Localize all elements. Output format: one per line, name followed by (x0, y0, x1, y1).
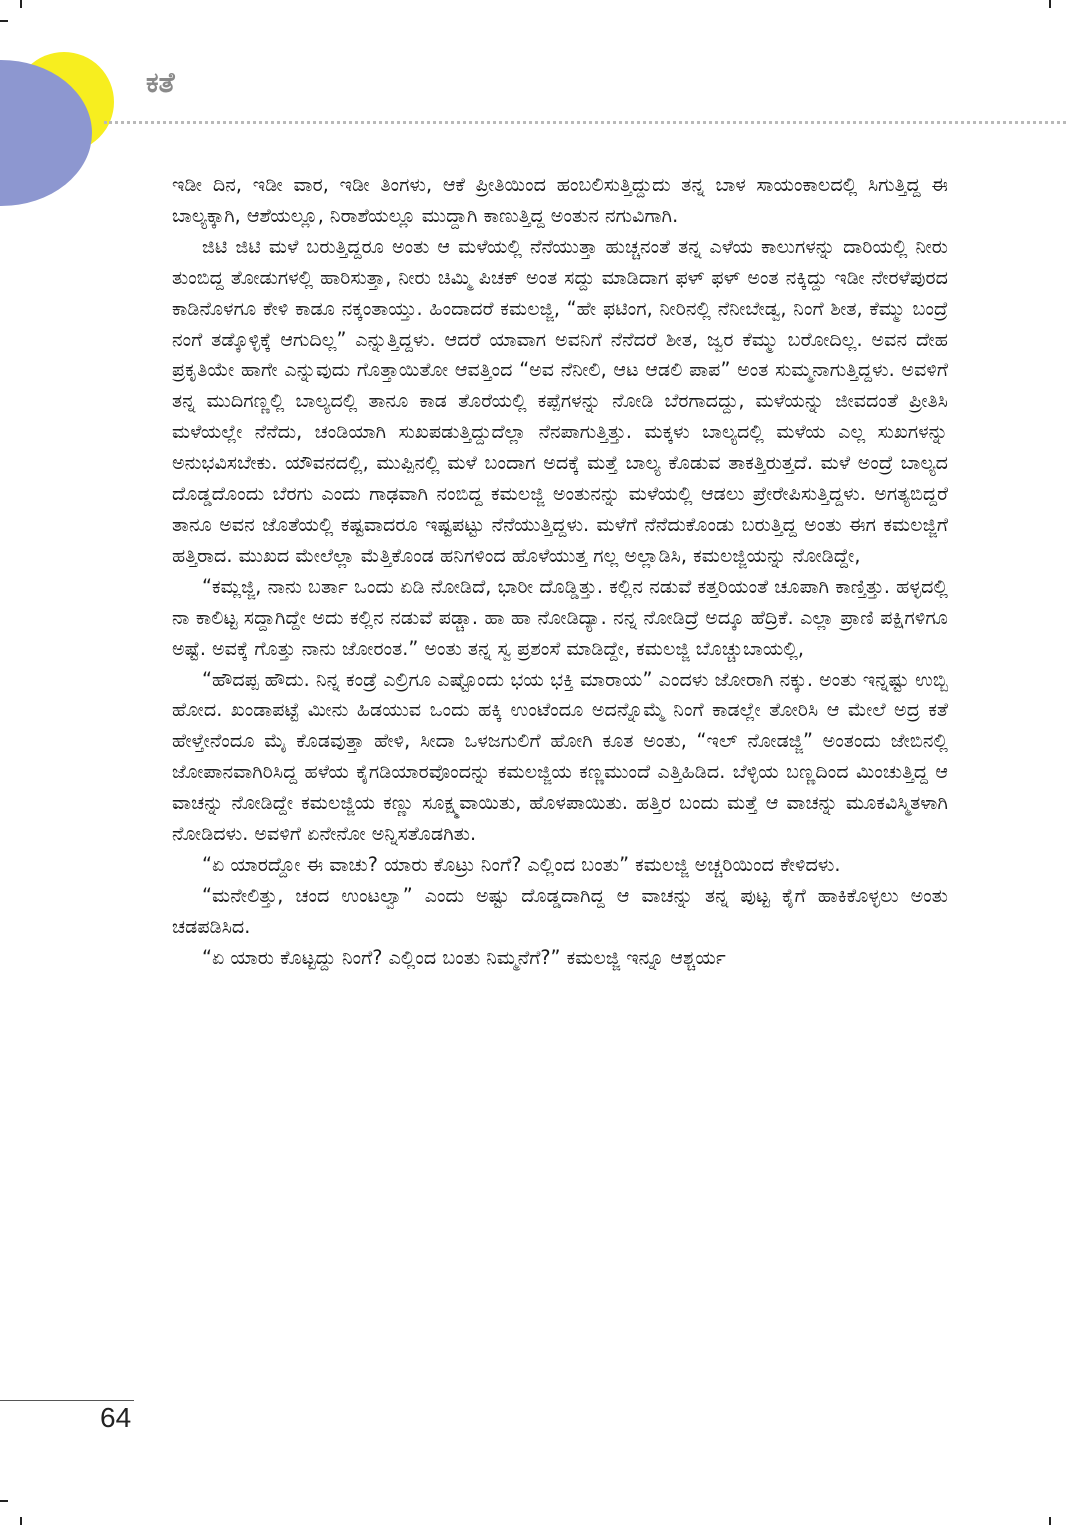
crop-mark-top-right (1049, 0, 1051, 8)
crop-mark-bottom-left (20, 1517, 22, 1525)
crop-mark-left-top (0, 20, 8, 22)
paragraph: ಜಿಟಿ ಜಿಟಿ ಮಳೆ ಬರುತ್ತಿದ್ದರೂ ಅಂತು ಆ ಮಳೆಯಲ್ಲಿ ನೆನೆಯುತ್ತಾ ಹುಚ್ಚನಂತೆ ತನ್ನ ಎಳೆಯ ಕಾಲುಗಳನ್ನು ದಾರಿಯಲ್ಲಿ ನೀರು ತುಂಬಿದ್ದ ತೋಡುಗಳಲ್ಲಿ ಹಾರಿಸುತ್ತಾ, ನೀರು ಚಿಮ್ಮಿ ಪಿಚಕ್ ಅಂತ ಸದ್ದು ಮಾಡಿದಾಗ ಫಳ್ ಫಳ್ ಅಂತ ನಕ್ಕಿದ್ದು ಇಡೀ ನೇರಳೆಪುರದ ಕಾಡಿನೊಳಗೂ ಕೇಳಿ ಕಾಡೂ ನಕ್ಕಂತಾಯ್ತು. ಹಿಂದಾದರೆ ಕಮಲಜ್ಜಿ, “ಹೇ ಫಟಿಂಗ, ನೀರಿನಲ್ಲಿ ನೆನೀಬೇಡ್ವ, ನಿಂಗೆ ಶೀತ, ಕೆಮ್ಮು ಬಂದ್ರೆ ನಂಗೆ ತಡ್ಕೊಳ್ಳಿಕ್ಕೆ ಆಗುದಿಲ್ಲ” ಎನ್ನುತ್ತಿದ್ದಳು. ಆದರೆ ಯಾವಾಗ ಅವನಿಗೆ ನೆನೆದರೆ ಶೀತ, ಜ್ವರ ಕೆಮ್ಮು ಬರೋದಿಲ್ಲ. ಅವನ ದೇಹ ಪ್ರಕೃತಿಯೇ ಹಾಗೇ ಎನ್ನುವುದು ಗೊತ್ತಾಯಿತೋ ಆವತ್ತಿಂದ “ಅವ ನೆನೀಲಿ, ಆಟ ಆಡಲಿ ಪಾಪ” ಅಂತ ಸುಮ್ಮನಾಗುತ್ತಿದ್ದಳು. ಅವಳಿಗೆ ತನ್ನ ಮುದಿಗಣ್ಣಲ್ಲಿ ಬಾಲ್ಯದಲ್ಲಿ ತಾನೂ ಕಾಡ ತೊರೆಯಲ್ಲಿ ಕಪ್ಪೆಗಳನ್ನು ನೋಡಿ ಬೆರಗಾದದ್ದು, ಮಳೆಯನ್ನು ಜೀವದಂತೆ ಪ್ರೀತಿಸಿ ಮಳೆಯಲ್ಲೇ ನೆನೆದು, ಚಂಡಿಯಾಗಿ ಸುಖಪಡುತ್ತಿದ್ದುದೆಲ್ಲಾ ನೆನಪಾಗುತ್ತಿತ್ತು. ಮಕ್ಕಳು ಬಾಲ್ಯದಲ್ಲಿ ಮಳೆಯ ಎಲ್ಲ ಸುಖಗಳನ್ನು ಅನುಭವಿಸಬೇಕು. ಯೌವನದಲ್ಲಿ, ಮುಪ್ಪಿನಲ್ಲಿ ಮಳೆ ಬಂದಾಗ ಅದಕ್ಕೆ ಮತ್ತೆ ಬಾಲ್ಯ ಕೊಡುವ ತಾಕತ್ತಿರುತ್ತದೆ. ಮಳೆ ಅಂದ್ರೆ ಬಾಲ್ಯದ ದೊಡ್ಡದೊಂದು ಬೆರಗು ಎಂದು ಗಾಢವಾಗಿ ನಂಬಿದ್ದ ಕಮಲಜ್ಜಿ ಅಂತುನನ್ನು ಮಳೆಯಲ್ಲಿ ಆಡಲು ಪ್ರೇರೇಪಿಸುತ್ತಿದ್ದಳು. ಅಗತ್ಯಬಿದ್ದರೆ ತಾನೂ ಅವನ ಜೊತೆಯಲ್ಲಿ ಕಷ್ಟವಾದರೂ ಇಷ್ಟಪಟ್ಟು ನೆನೆಯುತ್ತಿದ್ದಳು. ಮಳೆಗೆ ನೆನೆದುಕೊಂಡು ಬರುತ್ತಿದ್ದ ಅಂತು ಈಗ ಕಮಲಜ್ಜಿಗೆ ಹತ್ತಿರಾದ. ಮುಖದ ಮೇಲೆಲ್ಲಾ ಮೆತ್ತಿಕೊಂಡ ಹನಿಗಳಿಂದ ಹೊಳೆಯುತ್ತ ಗಲ್ಲ ಅಲ್ಲಾಡಿಸಿ, ಕಮಲಜ್ಜಿಯನ್ನು ನೋಡಿದ್ದೇ, (172, 234, 948, 567)
section-title: ಕತೆ (146, 66, 175, 99)
crop-mark-bottom-right (1049, 1517, 1051, 1525)
paragraph: ಇಡೀ ದಿನ, ಇಡೀ ವಾರ, ಇಡೀ ತಿಂಗಳು, ಆಕೆ ಪ್ರೀತಿಯಿಂದ ಹಂಬಲಿಸುತ್ತಿದ್ದುದು ತನ್ನ ಬಾಳ ಸಾಯಂಕಾಲದಲ್ಲಿ ಸಿಗುತ್ತಿದ್ದ ಈ ಬಾಲ್ಯಕ್ಕಾಗಿ, ಆಶೆಯಲ್ಲೂ, ನಿರಾಶೆಯಲ್ಲೂ ಮುದ್ದಾಗಿ ಕಾಣುತ್ತಿದ್ದ ಅಂತುನ ನಗುವಿಗಾಗಿ. (172, 173, 948, 227)
paragraph: “ಮನೇಲಿತ್ತು, ಚಂದ ಉಂಟಲ್ವಾ” ಎಂದು ಅಷ್ಟು ದೊಡ್ಡದಾಗಿದ್ದ ಆ ವಾಚನ್ನು ತನ್ನ ಪುಟ್ಟ ಕೈಗೆ ಹಾಕಿಕೊಳ್ಳಲು ಅಂತು ಚಡಪಡಿಸಿದ. (172, 883, 948, 938)
header-dotted-divider (104, 121, 1066, 124)
footer-divider (0, 1400, 134, 1401)
crop-mark-top-left (20, 0, 22, 8)
paragraph: “ಏ ಯಾರು ಕೊಟ್ಟದ್ದು ನಿಂಗೆ? ಎಲ್ಲಿಂದ ಬಂತು ನಿಮ್ಮನೆಗೆ?” ಕಮಲಜ್ಜಿ ಇನ್ನೂ ಆಶ್ಚರ್ಯ (202, 945, 726, 969)
paragraph: “ಏ ಯಾರದ್ದೋ ಈ ವಾಚು? ಯಾರು ಕೊಟ್ರು ನಿಂಗೆ? ಎಲ್ಲಿಂದ ಬಂತು” ಕಮಲಜ್ಜಿ ಅಚ್ಚರಿಯಿಂದ ಕೇಳಿದಳು. (202, 852, 841, 876)
page-number: 64 (100, 1402, 132, 1433)
paragraph: “ಹೌದಪ್ಪ ಹೌದು. ನಿನ್ನ ಕಂಡ್ರೆ ಎಲ್ರಿಗೂ ಎಷ್ಟೊಂದು ಭಯ ಭಕ್ತಿ ಮಾರಾಯ” ಎಂದಳು ಜೋರಾಗಿ ನಕ್ಕು. ಅಂತು ಇನ್ನಷ್ಟು ಉಬ್ಬಿ ಹೋದ. ಖಂಡಾಪಟ್ಟೆ ಮೀನು ಹಿಡಯುವ ಒಂದು ಹಕ್ಕಿ ಉಂಟೆಂದೂ ಅದನ್ನೊಮ್ಮೆ ನಿಂಗೆ ಕಾಡಲ್ಲೇ ತೋರಿಸಿ ಆ ಮೇಲೆ ಅದ್ರ ಕತೆ ಹೇಳ್ತೇನೆಂದೂ ಮೈ ಕೊಡವುತ್ತಾ ಹೇಳಿ, ಸೀದಾ ಒಳಜಗುಲಿಗೆ ಹೋಗಿ ಕೂತ ಅಂತು, “ಇಲ್ ನೋಡಜ್ಜಿ” ಅಂತಂದು ಜೇಬಿನಲ್ಲಿ ಜೋಪಾನವಾಗಿರಿಸಿದ್ದ ಹಳೆಯ ಕೈಗಡಿಯಾರವೊಂದನ್ನು ಕಮಲಜ್ಜಿಯ ಕಣ್ಣಮುಂದೆ ಎತ್ತಿಹಿಡಿದ. ಬೆಳ್ಳಿಯ ಬಣ್ಣದಿಂದ ಮಿಂಚುತ್ತಿದ್ದ ಆ ವಾಚನ್ನು ನೋಡಿದ್ದೇ ಕಮಲಜ್ಜಿಯ ಕಣ್ಣು ಸೂಕ್ಷ್ಮವಾಯಿತು, ಹೊಳಪಾಯಿತು. ಹತ್ತಿರ ಬಂದು ಮತ್ತೆ ಆ ವಾಚನ್ನು ಮೂಕವಿಸ್ಮಿತಳಾಗಿ ನೋಡಿದಳು. ಅವಳಿಗೆ ಏನೇನೋ ಅನ್ನಿಸತೊಡಗಿತು. (172, 667, 948, 846)
story-body (172, 170, 948, 974)
crop-mark-left-bottom (0, 1500, 8, 1502)
paragraph: “ಕಮ್ಲಜ್ಜಿ, ನಾನು ಬರ್ತಾ ಒಂದು ಏಡಿ ನೋಡಿದೆ, ಭಾರೀ ದೊಡ್ಡಿತ್ತು. ಕಲ್ಲಿನ ನಡುವೆ ಕತ್ತರಿಯಂತೆ ಚೂಪಾಗಿ ಕಾಣ್ತಿತ್ತು. ಹಳ್ಳದಲ್ಲಿ ನಾ ಕಾಲಿಟ್ಟ ಸದ್ದಾಗಿದ್ದೇ ಅದು ಕಲ್ಲಿನ ನಡುವೆ ಪಡ್ಚಾ. ಹಾ ಹಾ ನೋಡಿದ್ಯಾ. ನನ್ನ ನೋಡಿದ್ರೆ ಅದ್ಕೂ ಹೆದ್ರಿಕೆ. ಎಲ್ಲಾ ಪ್ರಾಣಿ ಪಕ್ಷಿಗಳಿಗೂ ಅಷ್ಟೆ. ಅವಕ್ಕೆ ಗೊತ್ತು ನಾನು ಜೋರಂತ.” ಅಂತು ತನ್ನ ಸ್ವ ಪ್ರಶಂಸೆ ಮಾಡಿದ್ದೇ, ಕಮಲಜ್ಜಿ ಬೊಚ್ಚುಬಾಯಲ್ಲಿ, (172, 574, 948, 660)
